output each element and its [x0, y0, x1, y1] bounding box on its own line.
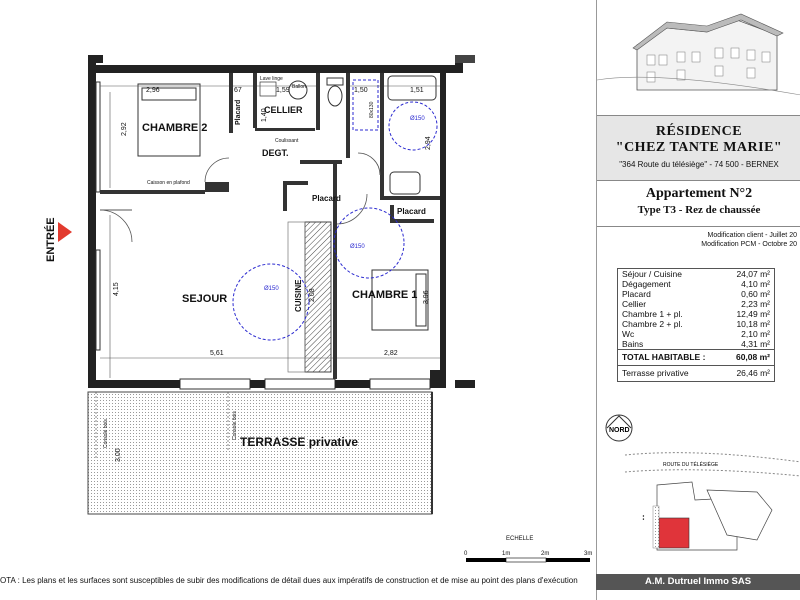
bed-chambre2 [138, 84, 200, 156]
label-placard-chambre2: Placard [235, 99, 242, 125]
dim-296: 2,96 [146, 87, 160, 94]
mod-pcm: Modification PCM - Octobre 20 [701, 241, 797, 248]
surface-label: Dégagement [622, 279, 671, 289]
surface-label: Cellier [622, 299, 647, 309]
echelle-label: ECHELLE [506, 536, 534, 542]
label-placard-chambre1: Placard [397, 207, 426, 216]
agency-name: A.M. Dutruel Immo SAS [596, 574, 800, 590]
terrasse-row-label: Terrasse privative [622, 368, 689, 378]
surface-value: 4,31 m² [741, 339, 770, 349]
surface-row [618, 299, 774, 309]
door-arc-ch1 [337, 194, 367, 224]
label-placard-degt: Placard [312, 194, 341, 203]
dim-140: 1,40 [261, 108, 268, 122]
surface-row [618, 329, 774, 339]
residence-name-line2: "CHEZ TANTE MARIE" [615, 140, 783, 155]
entry-door-swing [100, 210, 132, 242]
entree-arrow-icon [58, 222, 72, 242]
surface-row [618, 279, 774, 289]
room-cuisine: CUISINE [294, 279, 303, 312]
surface-label: Séjour / Cuisine [622, 269, 683, 279]
caisson-label: Caisson en plafond [147, 180, 190, 186]
scale-2m: 2m [541, 551, 550, 557]
surface-row [618, 309, 774, 319]
ballon-label: Ballon [292, 84, 306, 90]
terrasse-row-value: 26,46 m² [736, 368, 770, 378]
surface-value: 12,49 m² [736, 309, 770, 319]
room-degt: DEGT. [262, 148, 289, 158]
apartment-location-highlight [659, 518, 689, 548]
surface-row [618, 339, 774, 349]
dim-300: 3,00 [115, 448, 122, 462]
surface-value: 4,10 m² [741, 279, 770, 289]
surface-value: 2,10 m² [741, 329, 770, 339]
phi150-chambre1: Ø150 [350, 244, 365, 250]
apartment-type: Type T3 - Rez de chaussée [637, 204, 761, 216]
surface-value: 0,60 m² [741, 289, 770, 299]
door-arc-bath [358, 153, 380, 175]
sink [390, 172, 420, 194]
apartment-box [597, 180, 800, 227]
dim-151: 1,51 [410, 87, 424, 94]
surface-label: Bains [622, 339, 644, 349]
road-label: ROUTE DU TÉLÉSIÈGE [663, 462, 719, 468]
toilet-tank [327, 78, 343, 85]
washing-machine [260, 82, 276, 96]
door-arc-ch2 [205, 158, 229, 182]
lave-linge-label: Lave linge [260, 76, 283, 82]
circle-chambre1 [334, 208, 404, 278]
terrasse-row [618, 366, 774, 381]
surface-value: 10,18 m² [736, 319, 770, 329]
phi150-bath: Ø150 [410, 116, 425, 122]
footer-note: OTA : Les plans et les surfaces sont susceptibles de subir des modifications de détail dues aux impératifs de construction et de mise au point des plans d'exécution [0, 576, 578, 585]
apartment-name: Appartement N°2 [645, 186, 753, 201]
dim-294: 2,94 [425, 136, 432, 150]
neighbour-wall [455, 55, 475, 63]
svg-text:▪ ▪: ▪ ▪ [641, 515, 647, 520]
room-chambre2: CHAMBRE 2 [142, 122, 208, 134]
surface-value: 2,23 m² [741, 299, 770, 309]
surface-table [617, 268, 775, 382]
room-cellier: CELLIER [264, 105, 303, 115]
room-chambre1: CHAMBRE 1 [352, 289, 418, 301]
surface-row [618, 289, 774, 299]
surface-label: Wc [622, 329, 635, 339]
entree-label: ENTRÉE [45, 217, 57, 262]
phi150-sejour: Ø150 [264, 286, 279, 292]
dim-159: 1,59 [276, 87, 290, 94]
dim-415: 4,15 [113, 282, 120, 296]
surface-label: Chambre 2 + pl. [622, 319, 683, 329]
surface-row [618, 269, 774, 279]
dim-561: 5,61 [210, 350, 224, 357]
mod-client: Modification client - Juillet 20 [707, 232, 797, 239]
dim-292: 2,92 [121, 122, 128, 136]
north-label: NORD [609, 427, 630, 434]
surface-value: 24,07 m² [736, 269, 770, 279]
residence-address: "364 Route du télésiège" - 74 500 - BERNEX [619, 160, 779, 169]
total-row [618, 349, 774, 366]
right-panel [596, 0, 800, 600]
dim-150: 1,50 [354, 87, 368, 94]
site-plan [597, 410, 800, 570]
room-sejour: SEJOUR [182, 293, 228, 305]
terrasse-label: TERRASSE privative [240, 435, 359, 449]
residence-name-line1: RÉSIDENCE [655, 124, 743, 139]
surface-label: Placard [622, 289, 651, 299]
building-sketch [597, 0, 800, 112]
dim-396: 3,96 [423, 290, 430, 304]
dim-67: 67 [234, 87, 242, 94]
terrace-area [88, 392, 432, 514]
scale-1m: 1m [502, 551, 511, 557]
dim-282: 2,82 [384, 350, 398, 357]
total-label: TOTAL HABITABLE : [622, 352, 706, 362]
total-value: 60,08 m² [735, 352, 770, 362]
scale-3m: 3m [584, 551, 593, 557]
bath-size-label: 80x130 [369, 101, 375, 118]
residence-title-box [597, 115, 800, 181]
dim-208: 2,08 [309, 288, 316, 302]
console-bois-left-label: Console bois [103, 419, 109, 448]
modification-dates [701, 231, 797, 249]
coulissant-label: Coulissant [275, 138, 299, 144]
scale-0: 0 [464, 551, 468, 557]
console-bois-mid-label: Console bois [232, 411, 238, 440]
surface-row [618, 319, 774, 329]
scale-bar [466, 558, 590, 562]
toilet [328, 86, 342, 106]
surface-label: Chambre 1 + pl. [622, 309, 683, 319]
